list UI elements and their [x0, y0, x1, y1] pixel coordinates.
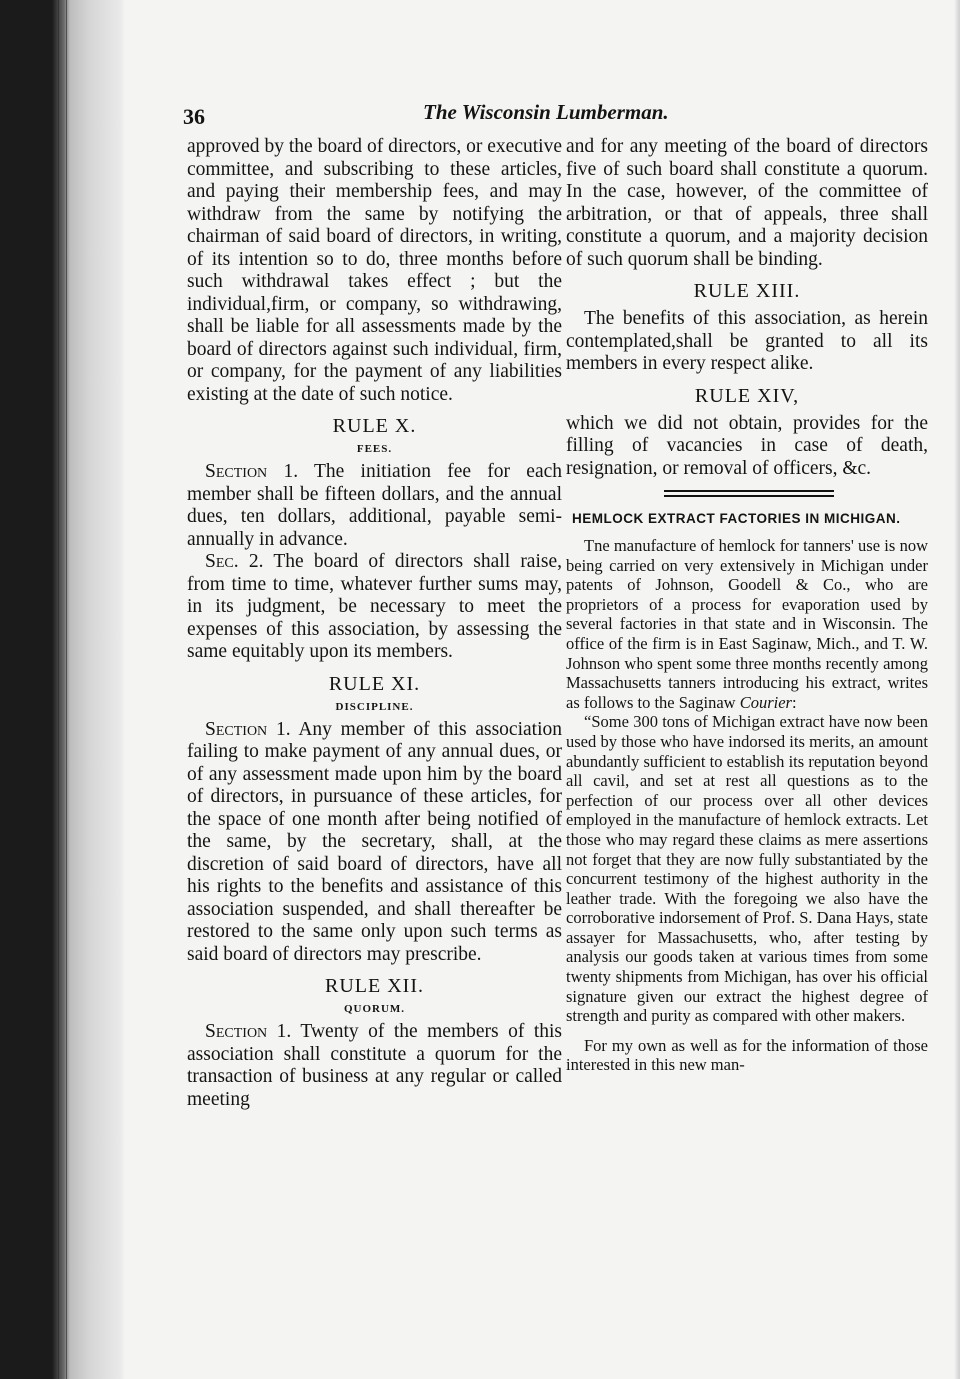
page-right-edge — [954, 0, 960, 1379]
article-paragraph: For my own as well as for the information of those interested in this new man- — [566, 1035, 928, 1075]
section-number: 1. — [275, 718, 291, 740]
article-heading: HEMLOCK EXTRACT FACTORIES IN MICHIGAN. — [572, 511, 901, 526]
book-binding-shadow — [0, 0, 125, 1379]
paragraph-continued: approved by the board of directors, or executive committee, and subscribing to these articles, and paying their membership fees, and may withdraw from the same by notifying the chairman of said board of directors, in writing, of its intention so to do, three months before such withdrawal takes effect ; but the individual,firm, or company, so withdrawing, shall be liable for all assessments made by the board of directors against such individual, firm, or company, for the payment of any liabilities existing at the date of such notice. — [187, 136, 562, 405]
section-number: 1. — [283, 461, 299, 482]
rule-subheading: FEES. — [356, 443, 393, 455]
rule-heading: RULE XIII. — [693, 280, 801, 302]
section-number: 2. — [248, 551, 264, 572]
page-number: 36 — [183, 104, 205, 129]
rule-heading: RULE XIV, — [694, 384, 800, 407]
article-text: Tne manufacture of hemlock for tanners' use is now being carried on very extensively in Michigan under patents of Johnson, Goodell & Co., who are proprietors of a process for evaporation used by several factories in that state and in Wisconsin. The office of the firm is in East Saginaw, Mich., and T. W. Johnson who spent some three months recently among Massachusetts tanners introducing his extract, writes as follows to the Saginaw — [566, 536, 928, 712]
section-label: Section — [205, 461, 268, 482]
section-paragraph — [187, 719, 562, 967]
section-label: Section — [205, 718, 268, 740]
running-title: The Wisconsin Lumberman. — [423, 100, 669, 124]
section-label: Sec. — [205, 551, 239, 572]
document-page — [183, 92, 943, 1110]
binding-edge-line — [58, 0, 59, 1379]
rule-paragraph: The benefits of this association, as herein contemplated,shall be granted to all its members in every respect alike. — [566, 308, 928, 374]
left-column — [187, 136, 562, 1111]
section-paragraph — [187, 1021, 562, 1111]
article-text: : — [791, 692, 797, 712]
section-paragraph — [187, 551, 562, 664]
section-divider — [664, 490, 834, 497]
running-head — [183, 92, 943, 132]
section-text: Any member of this association failing to make payment of any annual dues, or of any assessment made upon him by the board of directors, in pursuance of these articles, for the space of one month after being notified of the same, by the secretary, shall, at the discretion of said board of directors, have all his rights to the benefits and assistance of this association suspended, and shall thereafter be restored to the same only upon such terms as said board of directors may prescribe. — [187, 718, 562, 965]
newspaper-name: Courier — [739, 692, 792, 712]
section-paragraph — [187, 461, 562, 551]
rule-subheading: DISCIPLINE. — [335, 700, 414, 713]
rule-paragraph: which we did not obtain, provides for the filling of vacancies in case of death, resignation, or removal of officers, &c. — [566, 412, 928, 479]
rule-heading: RULE XII. — [325, 975, 424, 997]
rule-heading: RULE XI. — [328, 672, 421, 695]
article-paragraph — [566, 536, 928, 712]
section-number: 1. — [276, 1021, 292, 1042]
binding-edge-line — [66, 0, 67, 1379]
section-label: Section — [205, 1021, 268, 1042]
right-column — [566, 136, 928, 1075]
section-text: The board of directors shall raise, from time to time, whatever further sums may, in its judgment, be necessary to meet the expenses of this association, by assessing the same equitably upon its members. — [187, 551, 563, 662]
section-text: Twenty of the members of this association shall constitute a quorum for the transaction of business at any regular or called meeting — [187, 1021, 562, 1110]
rule-heading: RULE X. — [332, 415, 417, 437]
section-text: The initiation fee for each member shall be fifteen dollars, and the annual dues, ten dollars, additional, payable semi-annually in advance. — [187, 461, 563, 550]
rule-subheading: QUORUM. — [343, 1003, 406, 1015]
paragraph-continued: and for any meeting of the board of directors five of such board shall constitute a quorum. In the case, however, of the committee of arbitration, or that of appeals, three shall constitute a quorum, and a majority decision of such quorum shall be binding. — [566, 136, 928, 270]
article-paragraph: “Some 300 tons of Michigan extract have now been used by those who have indorsed its merits, an amount abundantly sufficient to establish its reputation beyond all cavil, and set at rest all questions as to the perfection of our process over all other devices employed in the manufacture of hemlock extracts. Let those who may regard these claims as mere assertions not forget that they are now fully substantiated by the concurrent testimony of the highest authority in the leather trade. With the foregoing we also have the corroborative indorsement of Prof. S. Dana Hays, state assayer for Massachusetts, who, after testing by analysis our goods taken at various times from some twenty shipments from Michigan, has over his official signature given our extract the highest degree of strength and purity as compared with other makers. — [566, 712, 928, 1026]
